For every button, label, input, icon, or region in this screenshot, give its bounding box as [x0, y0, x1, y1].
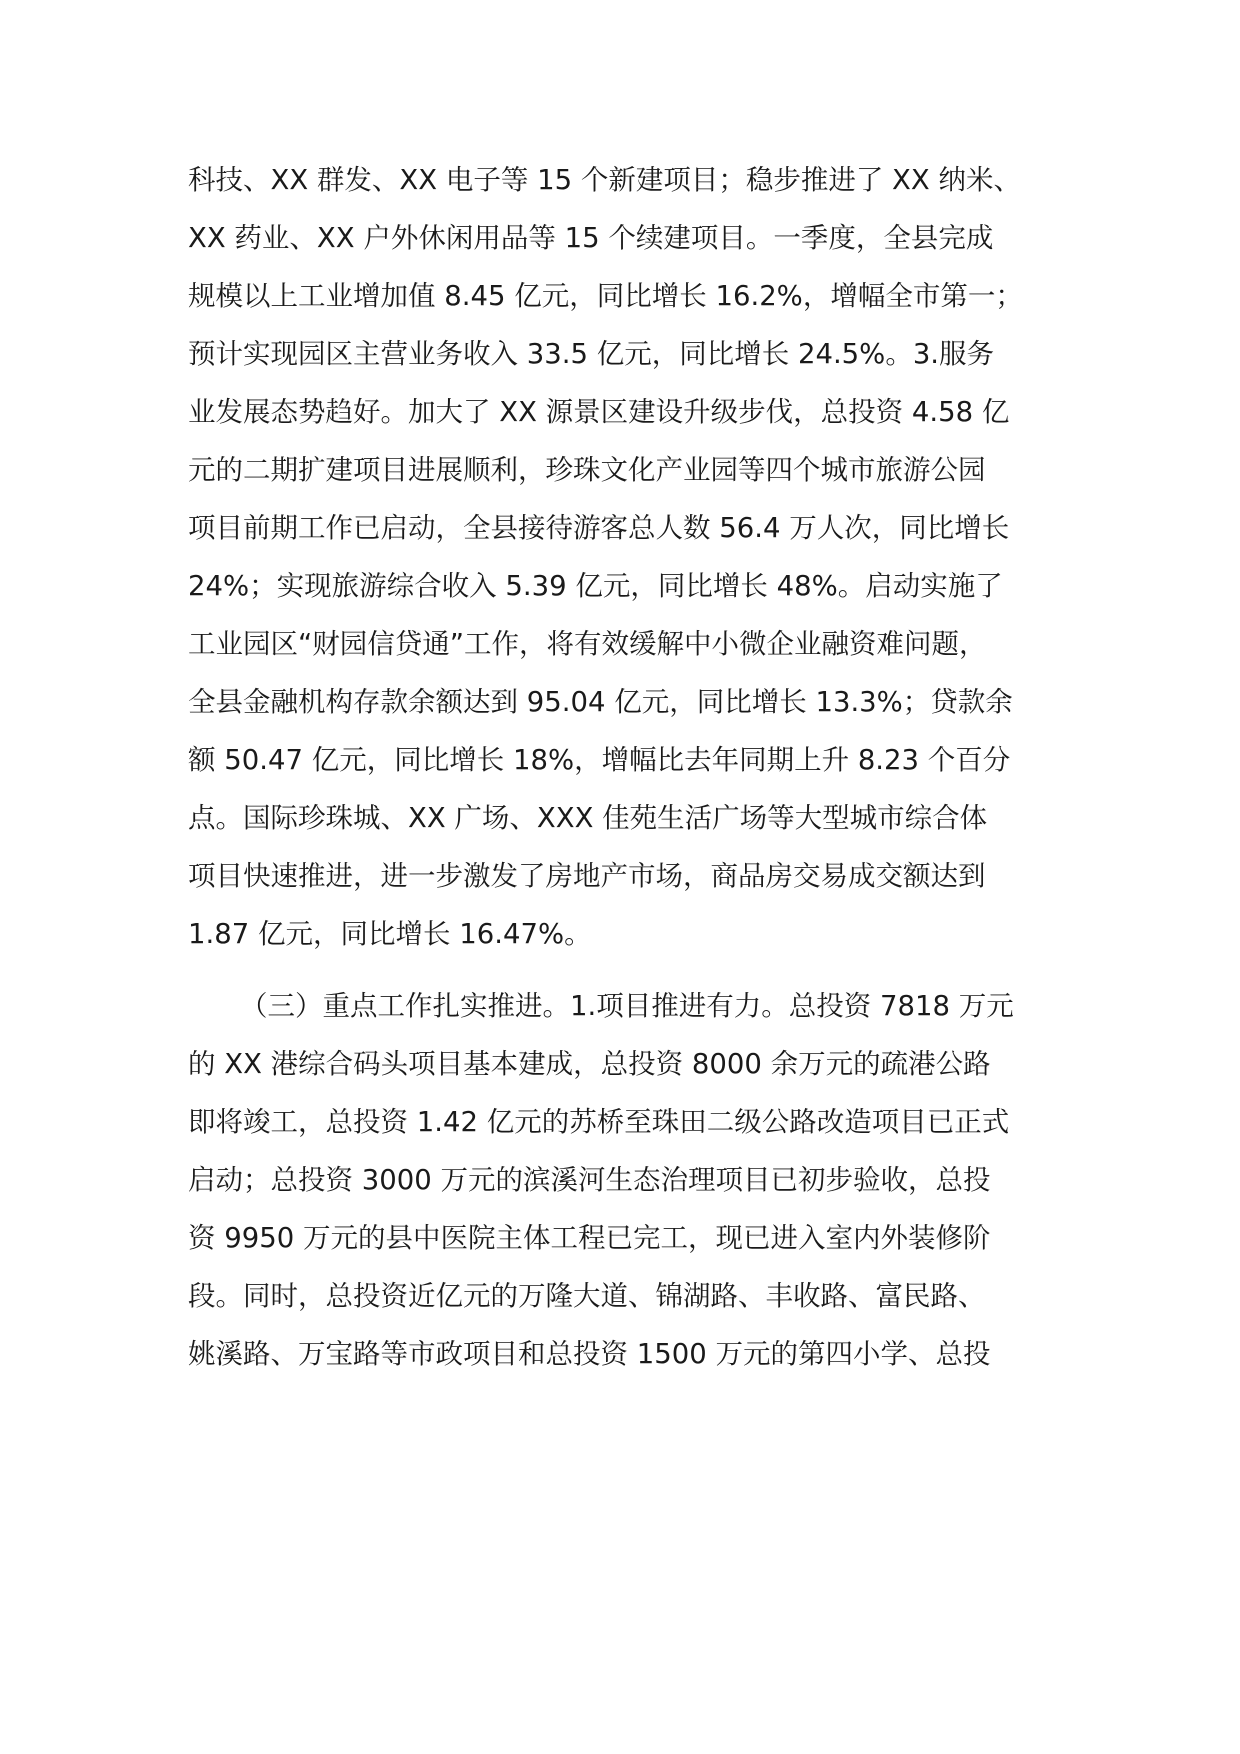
paragraph-line: 1.87 亿元，同比增长 16.47%。	[188, 918, 592, 950]
paragraph-line: 资 9950 万元的县中医院主体工程已完工，现已进入室内外装修阶	[188, 1222, 991, 1254]
paragraph-line: 点。国际珍珠城、XX 广场、XXX 佳苑生活广场等大型城市综合体	[188, 802, 988, 834]
paragraph-line: 项目前期工作已启动，全县接待游客总人数 56.4 万人次，同比增长	[188, 512, 1010, 544]
paragraph-line: 姚溪路、万宝路等市政项目和总投资 1500 万元的第四小学、总投	[188, 1338, 991, 1370]
paragraph-line: XX 药业、XX 户外休闲用品等 15 个续建项目。一季度，全县完成	[188, 222, 994, 254]
paragraph-line: （三）重点工作扎实推进。1.项目推进有力。总投资 7818 万元	[240, 990, 1014, 1022]
paragraph-line: 元的二期扩建项目进展顺利，珍珠文化产业园等四个城市旅游公园	[188, 454, 986, 486]
paragraph-line: 科技、XX 群发、XX 电子等 15 个新建项目；稳步推进了 XX 纳米、	[188, 164, 1021, 196]
paragraph-line: 预计实现园区主营业务收入 33.5 亿元，同比增长 24.5%。3.服务	[188, 338, 995, 370]
paragraph-line: 规模以上工业增加值 8.45 亿元，同比增长 16.2%，增幅全市第一；	[188, 280, 1023, 312]
paragraph-line: 额 50.47 亿元，同比增长 18%，增幅比去年同期上升 8.23 个百分	[188, 744, 1011, 776]
paragraph-line: 工业园区“财园信贷通”工作，将有效缓解中小微企业融资难问题，	[188, 628, 987, 660]
paragraph-line: 24%；实现旅游综合收入 5.39 亿元，同比增长 48%。启动实施了	[188, 570, 1003, 602]
paragraph-line: 的 XX 港综合码头项目基本建成，总投资 8000 余万元的疏港公路	[188, 1048, 991, 1080]
paragraph-line: 全县金融机构存款余额达到 95.04 亿元，同比增长 13.3%；贷款余	[188, 686, 1013, 718]
paragraph-line: 段。同时，总投资近亿元的万隆大道、锦湖路、丰收路、富民路、	[188, 1280, 986, 1312]
paragraph-line: 即将竣工，总投资 1.42 亿元的苏桥至珠田二级公路改造项目已正式	[188, 1106, 1010, 1138]
paragraph-line: 启动；总投资 3000 万元的滨溪河生态治理项目已初步验收，总投	[188, 1164, 991, 1196]
paragraph-line: 业发展态势趋好。加大了 XX 源景区建设升级步伐，总投资 4.58 亿	[188, 396, 1010, 428]
paragraph-line: 项目快速推进，进一步激发了房地产市场，商品房交易成交额达到	[188, 860, 986, 892]
